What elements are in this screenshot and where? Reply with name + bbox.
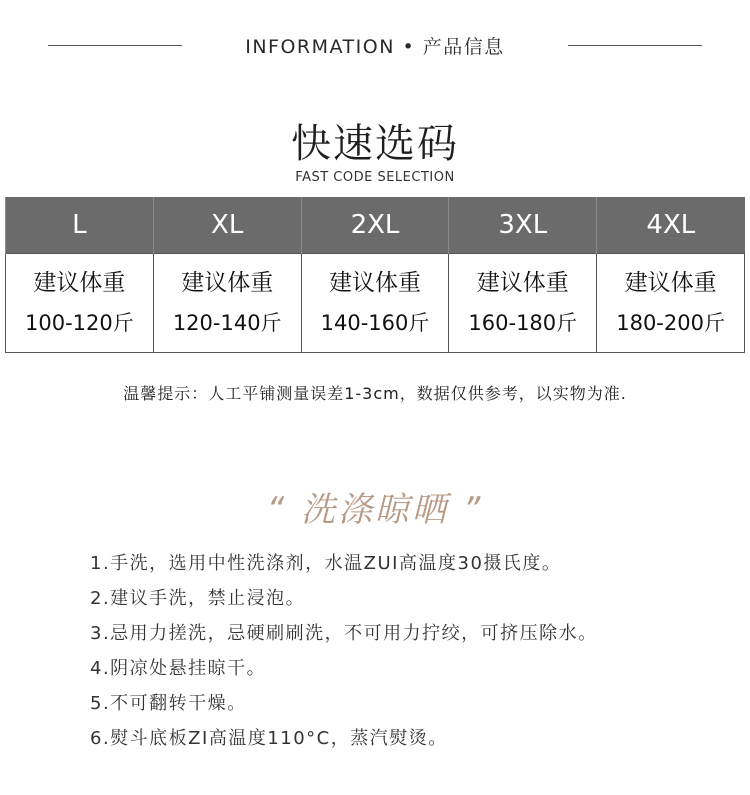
weight-range: 100-120斤 xyxy=(25,311,134,335)
size-header-row xyxy=(6,197,745,254)
header-right-line xyxy=(568,45,702,46)
weight-range: 120-140斤 xyxy=(172,311,282,335)
wash-care-item: 1.手洗，选用中性洗涤剂，水温ZUI高温度30摄氏度。 xyxy=(90,553,562,574)
size-header-3xl: 3XL xyxy=(449,197,597,254)
weight-row xyxy=(6,254,745,353)
size-header-xl: XL xyxy=(153,197,301,254)
weight-cell-3xl xyxy=(449,254,597,353)
weight-range: 140-160斤 xyxy=(320,311,430,335)
header-title-zh: 产品信息 xyxy=(422,36,505,58)
wash-care-item: 4.阴凉处悬挂晾干。 xyxy=(90,658,267,679)
wash-care-item: 2.建议手洗，禁止浸泡。 xyxy=(90,588,306,609)
measurement-tip: 温馨提示：人工平铺测量误差1-3cm，数据仅供参考，以实物为准. xyxy=(123,384,627,403)
weight-label: 建议体重 xyxy=(181,270,274,296)
size-header-4xl: 4XL xyxy=(597,197,745,254)
weight-label: 建议体重 xyxy=(33,270,126,296)
weight-range: 180-200斤 xyxy=(616,311,725,335)
weight-range: 160-180斤 xyxy=(468,311,578,335)
size-header-l: L xyxy=(6,197,154,254)
wash-care-item: 3.忌用力搓洗，忌硬刷刷洗，不可用力拧绞，可挤压除水。 xyxy=(90,623,598,644)
wash-care-item: 5.不可翻转干燥。 xyxy=(90,693,247,714)
wash-care-title: “ 洗涤晾晒 ” xyxy=(266,490,484,530)
weight-cell-2xl xyxy=(301,254,449,353)
size-table xyxy=(5,197,745,353)
weight-cell-l xyxy=(6,254,154,353)
weight-label: 建议体重 xyxy=(476,270,569,296)
weight-cell-4xl xyxy=(597,254,745,353)
quick-size-subtitle: FAST CODE SELECTION xyxy=(295,170,455,185)
wash-care-item: 6.熨斗底板ZI高温度110°C，蒸汽熨烫。 xyxy=(90,728,448,749)
weight-label: 建议体重 xyxy=(624,270,717,296)
weight-label: 建议体重 xyxy=(328,270,421,296)
header-separator: • xyxy=(402,36,416,58)
wash-care-list xyxy=(90,546,598,756)
header-title-en: INFORMATION xyxy=(245,36,395,58)
weight-cell-xl xyxy=(153,254,301,353)
size-header-2xl: 2XL xyxy=(301,197,449,254)
info-header xyxy=(0,30,750,62)
quick-size-title: 快速选码 xyxy=(291,121,459,167)
